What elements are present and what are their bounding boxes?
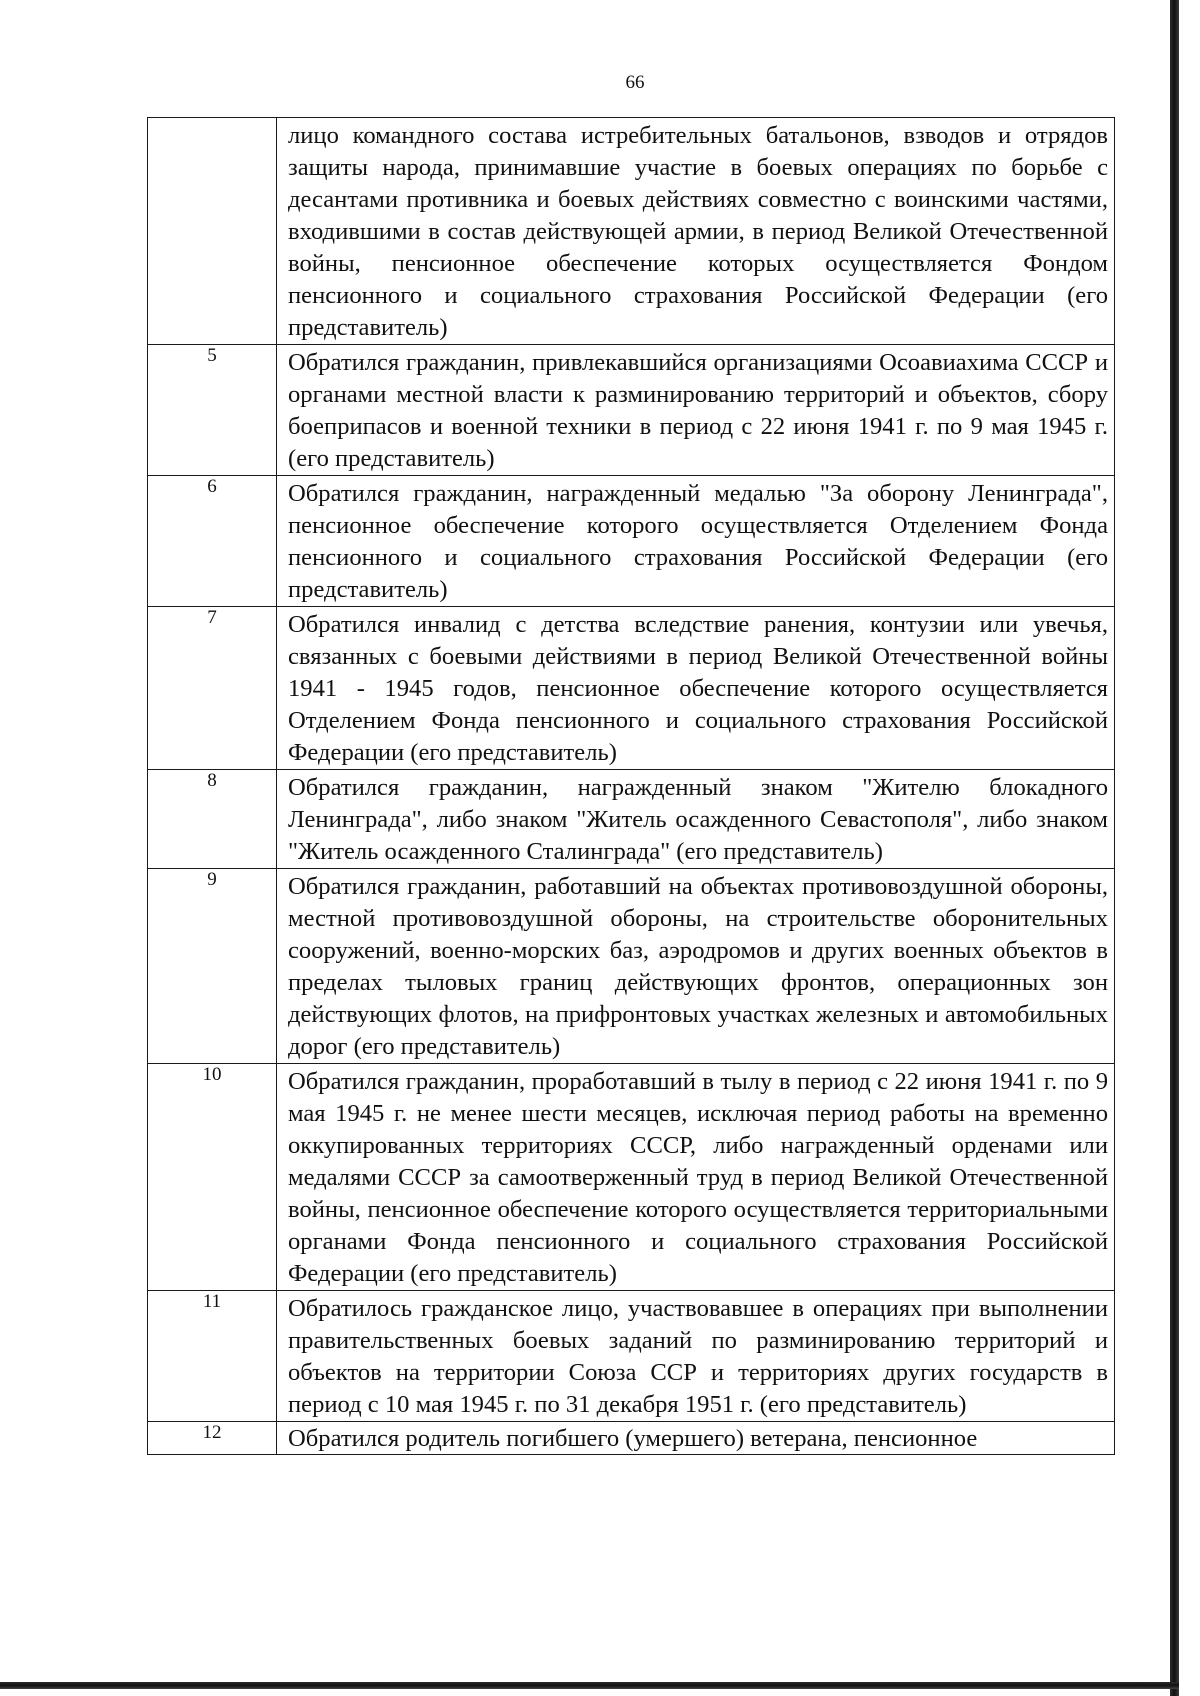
- row-number: [148, 118, 277, 345]
- table-row: [148, 869, 1115, 1064]
- table-row: [148, 1064, 1115, 1291]
- row-number: 12: [148, 1422, 277, 1455]
- row-text: Обратился инвалид с детства вследствие ранения, контузии или увечья, связанных с боевыми действиями в период Великой Отечественной войны 1941 - 1945 годов, пенсионное обеспечение которого осуществляется Отделением Фонда пенсионного и социального страхования Российской Федерации (его представитель): [288, 611, 1108, 766]
- row-text-cell: [277, 1064, 1115, 1291]
- row-text: Обратилось гражданское лицо, участвовавшее в операциях при выполнении правительственных боевых заданий по разминированию территорий и объектов на территории Союза ССР и территориях других государств в период с 10 мая 1945 г. по 31 декабря 1951 г. (его представитель): [288, 1295, 1108, 1418]
- row-text-cell: [277, 345, 1115, 476]
- table-row: [148, 118, 1115, 345]
- table-row: [148, 476, 1115, 607]
- row-number: 7: [148, 607, 277, 770]
- row-text: лицо командного состава истребительных батальонов, взводов и отрядов защиты народа, принимавшие участие в боевых операциях по борьбе с десантами противника и боевых действиях совместно с воинскими частями, входившими в состав действующей армии, в период Великой Отечественной войны, пенсионное обеспечение которых осуществляется Фондом пенсионного и социального страхования Российской Федерации (его представитель): [288, 122, 1108, 341]
- row-text: Обратился гражданин, награжденный знаком "Жителю блокадного Ленинграда", либо знаком "Житель осажденного Севастополя", либо знаком "Житель осажденного Сталинграда" (его представитель): [288, 774, 1108, 865]
- table-row: [148, 607, 1115, 770]
- row-text: Обратился родитель погибшего (умершего) ветерана, пенсионное: [288, 1425, 978, 1452]
- table-row: [148, 1422, 1115, 1455]
- row-text-cell: [277, 607, 1115, 770]
- row-text-cell: [277, 869, 1115, 1064]
- row-text: Обратился гражданин, проработавший в тылу в период с 22 июня 1941 г. по 9 мая 1945 г. не менее шести месяцев, исключая период работы на временно оккупированных территориях СССР, либо награжденный орденами или медалями СССР за самоотверженный труд в период Великой Отечественной войны, пенсионное обеспечение которого осуществляется территориальными органами Фонда пенсионного и социального страхования Российской Федерации (его представитель): [288, 1068, 1108, 1287]
- row-number: 6: [148, 476, 277, 607]
- row-number: 11: [148, 1291, 277, 1422]
- row-number: 8: [148, 770, 277, 869]
- scan-edge-right: [1170, 0, 1179, 1696]
- row-text-cell: [277, 1422, 1115, 1455]
- row-number: 5: [148, 345, 277, 476]
- row-number: 10: [148, 1064, 277, 1291]
- row-text-cell: [277, 770, 1115, 869]
- row-text-cell: [277, 1291, 1115, 1422]
- service-table: [147, 117, 1115, 1455]
- row-text: Обратился гражданин, награжденный медалью "За оборону Ленинграда", пенсионное обеспечение которого осуществляется Отделением Фонда пенсионного и социального страхования Российской Федерации (его представитель): [288, 480, 1108, 603]
- page-number: 66: [625, 72, 645, 93]
- table-row: [148, 1291, 1115, 1422]
- row-text-cell: [277, 118, 1115, 345]
- row-text-cell: [277, 476, 1115, 607]
- row-text: Обратился гражданин, работавший на объектах противовоздушной обороны, местной противовоздушной обороны, на строительстве оборонительных сооружений, военно-морских баз, аэродромов и других военных объектов в пределах тыловых границ действующих фронтов, операционных зон действующих флотов, на прифронтовых участках железных и автомобильных дорог (его представитель): [288, 873, 1108, 1060]
- table-row: [148, 345, 1115, 476]
- row-number: 9: [148, 869, 277, 1064]
- row-text: Обратился гражданин, привлекавшийся организациями Осоавиахима СССР и органами местной власти к разминированию территорий и объектов, сбору боеприпасов и военной техники в период с 22 июня 1941 г. по 9 мая 1945 г. (его представитель): [288, 349, 1108, 472]
- scan-edge-bottom: [0, 1682, 1179, 1689]
- table-row: [148, 770, 1115, 869]
